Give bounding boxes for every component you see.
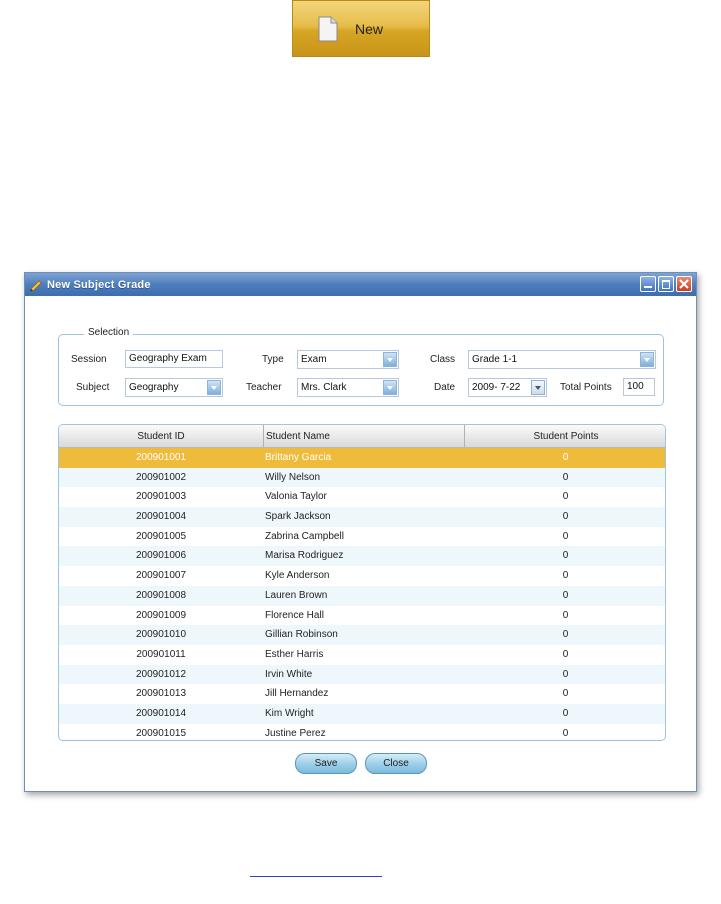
cell-student-points: 0 — [562, 668, 569, 680]
new-button[interactable] — [292, 0, 430, 57]
cell-student-id: 200901004 — [135, 511, 187, 523]
cell-student-points: 0 — [562, 550, 569, 562]
link-underline[interactable] — [250, 876, 382, 877]
table-row[interactable] — [59, 487, 665, 507]
selection-fieldset — [58, 327, 664, 406]
cell-student-name: Esther Harris — [265, 648, 324, 660]
new-button-label: New — [355, 20, 384, 37]
table-row[interactable] — [59, 684, 665, 704]
cell-student-points: 0 — [562, 648, 569, 660]
table-row[interactable] — [59, 527, 665, 547]
subject-label: Subject — [76, 382, 110, 393]
chevron-down-icon[interactable] — [531, 380, 545, 395]
table-row[interactable] — [59, 546, 665, 566]
document-icon — [318, 16, 338, 42]
new-subject-grade-window — [24, 272, 697, 792]
cell-student-id: 200901010 — [135, 629, 187, 641]
type-value: Exam — [301, 354, 327, 365]
dropdown-arrow-icon[interactable] — [207, 380, 221, 395]
teacher-value: Mrs. Clark — [301, 382, 347, 393]
table-body — [59, 448, 665, 741]
cell-student-name: Zabrina Campbell — [265, 530, 344, 542]
table-row[interactable] — [59, 606, 665, 626]
cell-student-id: 200901003 — [135, 491, 187, 503]
table-row[interactable] — [59, 704, 665, 724]
cell-student-points: 0 — [562, 471, 569, 483]
cell-student-name: Willy Nelson — [265, 471, 321, 483]
cell-student-id: 200901006 — [135, 550, 187, 562]
cell-student-name: Brittany Garcia — [265, 452, 332, 463]
cell-student-id: 200901009 — [135, 609, 187, 621]
cell-student-id: 200901008 — [135, 589, 187, 601]
table-row[interactable] — [59, 586, 665, 606]
close-button[interactable]: Close — [365, 753, 427, 774]
cell-student-points: 0 — [562, 707, 569, 719]
session-label: Session — [71, 354, 107, 365]
session-field[interactable]: Geography Exam — [125, 350, 223, 368]
date-value: 2009- 7-22 — [472, 382, 521, 393]
cell-student-name: Jill Hernandez — [265, 688, 329, 700]
title-bar[interactable] — [25, 273, 696, 296]
table-row[interactable] — [59, 645, 665, 665]
cell-student-name: Irvin White — [265, 668, 313, 680]
cell-student-points: 0 — [562, 452, 569, 463]
pencil-icon — [29, 279, 43, 291]
maximize-icon[interactable] — [658, 276, 674, 292]
cell-student-id: 200901007 — [135, 570, 187, 582]
cell-student-id: 200901005 — [135, 530, 187, 542]
student-points-table — [58, 424, 666, 741]
cell-student-id: 200901014 — [135, 707, 187, 719]
table-row[interactable] — [59, 448, 665, 468]
date-label: Date — [434, 382, 456, 393]
cell-student-id: 200901001 — [135, 452, 187, 463]
type-label: Type — [262, 354, 284, 365]
cell-student-id: 200901015 — [135, 727, 187, 739]
cell-student-id: 200901013 — [135, 688, 187, 700]
cell-student-points: 0 — [562, 491, 569, 503]
cell-student-points: 0 — [562, 688, 569, 700]
cell-student-name: Justine Perez — [265, 727, 326, 739]
cell-student-points: 0 — [562, 727, 569, 739]
class-select[interactable] — [468, 350, 656, 369]
cell-student-points: 0 — [562, 570, 569, 582]
cell-student-id: 200901011 — [136, 648, 186, 660]
table-row[interactable] — [59, 566, 665, 586]
cell-student-id: 200901012 — [135, 668, 187, 680]
class-value: Grade 1-1 — [472, 354, 518, 365]
teacher-label: Teacher — [246, 382, 282, 393]
cell-student-points: 0 — [562, 530, 569, 542]
cell-student-name: Valonia Taylor — [265, 491, 327, 503]
cell-student-id: 200901002 — [135, 471, 187, 483]
cell-student-points: 0 — [562, 629, 569, 641]
table-row[interactable] — [59, 625, 665, 645]
column-header-student-points[interactable]: Student Points — [464, 425, 666, 447]
cell-student-name: Marisa Rodriguez — [265, 550, 344, 562]
table-row[interactable] — [59, 468, 665, 488]
column-header-student-id[interactable]: Student ID — [137, 431, 185, 442]
dropdown-arrow-icon[interactable] — [383, 380, 397, 395]
dropdown-arrow-icon[interactable] — [640, 352, 654, 367]
total-points-label: Total Points — [560, 382, 612, 393]
subject-value: Geography — [129, 382, 179, 393]
cell-student-name: Kim Wright — [265, 707, 314, 719]
cell-student-name: Lauren Brown — [265, 589, 328, 601]
class-label: Class — [430, 354, 456, 365]
table-row[interactable] — [59, 724, 665, 741]
dropdown-arrow-icon[interactable] — [383, 352, 397, 367]
teacher-select[interactable] — [297, 378, 399, 397]
cell-student-name: Florence Hall — [265, 609, 324, 621]
type-select[interactable] — [297, 350, 399, 369]
cell-student-name: Spark Jackson — [265, 511, 331, 523]
minimize-icon[interactable] — [640, 276, 656, 292]
close-icon[interactable] — [676, 276, 692, 292]
save-button[interactable]: Save — [295, 753, 357, 774]
window-title: New Subject Grade — [47, 278, 151, 291]
total-points-field[interactable]: 100 — [623, 378, 655, 396]
selection-legend: Selection — [84, 327, 133, 338]
cell-student-name: Kyle Anderson — [265, 570, 330, 582]
subject-select[interactable] — [125, 378, 223, 397]
cell-student-name: Gillian Robinson — [265, 629, 338, 641]
table-row[interactable] — [59, 665, 665, 685]
date-picker[interactable] — [468, 378, 547, 397]
cell-student-points: 0 — [562, 609, 569, 621]
column-header-student-name[interactable]: Student Name — [263, 425, 464, 447]
table-header — [59, 425, 665, 448]
cell-student-points: 0 — [562, 589, 569, 601]
cell-student-points: 0 — [562, 511, 569, 523]
table-row[interactable] — [59, 507, 665, 527]
